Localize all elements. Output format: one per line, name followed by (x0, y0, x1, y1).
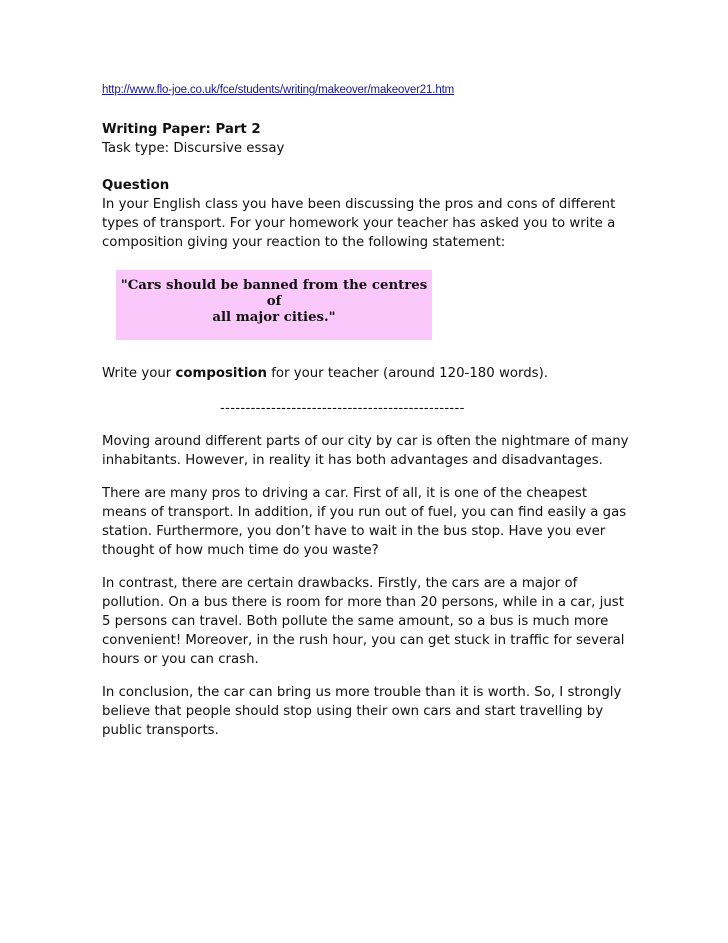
source-link[interactable]: http://www.flo-joe.co.uk/fce/students/writing/makeover/makeover21.htm (102, 84, 455, 96)
paper-title: Writing Paper: Part 2 (102, 122, 261, 137)
divider-line: ------------------------------------------------ (220, 401, 465, 416)
instruction-after: for your teacher (around 120-180 words). (266, 366, 548, 381)
essay-paragraph-1: Moving around different parts of our city by car is often the nightmare of many inhabitants. However, in reality it has both advantages and disadvantages. (102, 434, 629, 468)
statement-text (116, 278, 432, 326)
essay-paragraph-3: In contrast, there are certain drawbacks. Firstly, the cars are a major of pollution. On a bus there is room for more than 20 persons, while in a car, just 5 persons can travel. Both pollute the same amount, so a bus is much more convenient! Moreover, in the rush hour, you can get stuck in traffic for several hours or you can crash. (102, 576, 625, 667)
task-type: Task type: Discursive essay (102, 141, 285, 156)
question-text: In your English class you have been discussing the pros and cons of different types of transport. For your homework your teacher has asked you to write a composition giving your reaction to the following statement: (102, 197, 616, 250)
question-heading: Question (102, 178, 170, 193)
instruction-text (102, 364, 634, 383)
essay-paragraph-4: In conclusion, the car can bring us more trouble than it is worth. So, I strongly believe that people should stop using their own cars and start travelling by public transports. (102, 685, 622, 738)
statement-box (116, 270, 432, 340)
statement-line-1: "Cars should be banned from the centres of (120, 278, 428, 309)
statement-line-2: all major cities." (212, 310, 336, 325)
document-page (102, 84, 634, 740)
instruction-before: Write your (102, 366, 176, 381)
instruction-bold: composition (175, 366, 267, 381)
essay-paragraph-2: There are many pros to driving a car. First of all, it is one of the cheapest means of transport. In addition, if you run out of fuel, you can find easily a gas station. Furthermore, you don’t have to wait in the bus stop. Have you ever thought of how much time do you waste? (102, 486, 627, 558)
